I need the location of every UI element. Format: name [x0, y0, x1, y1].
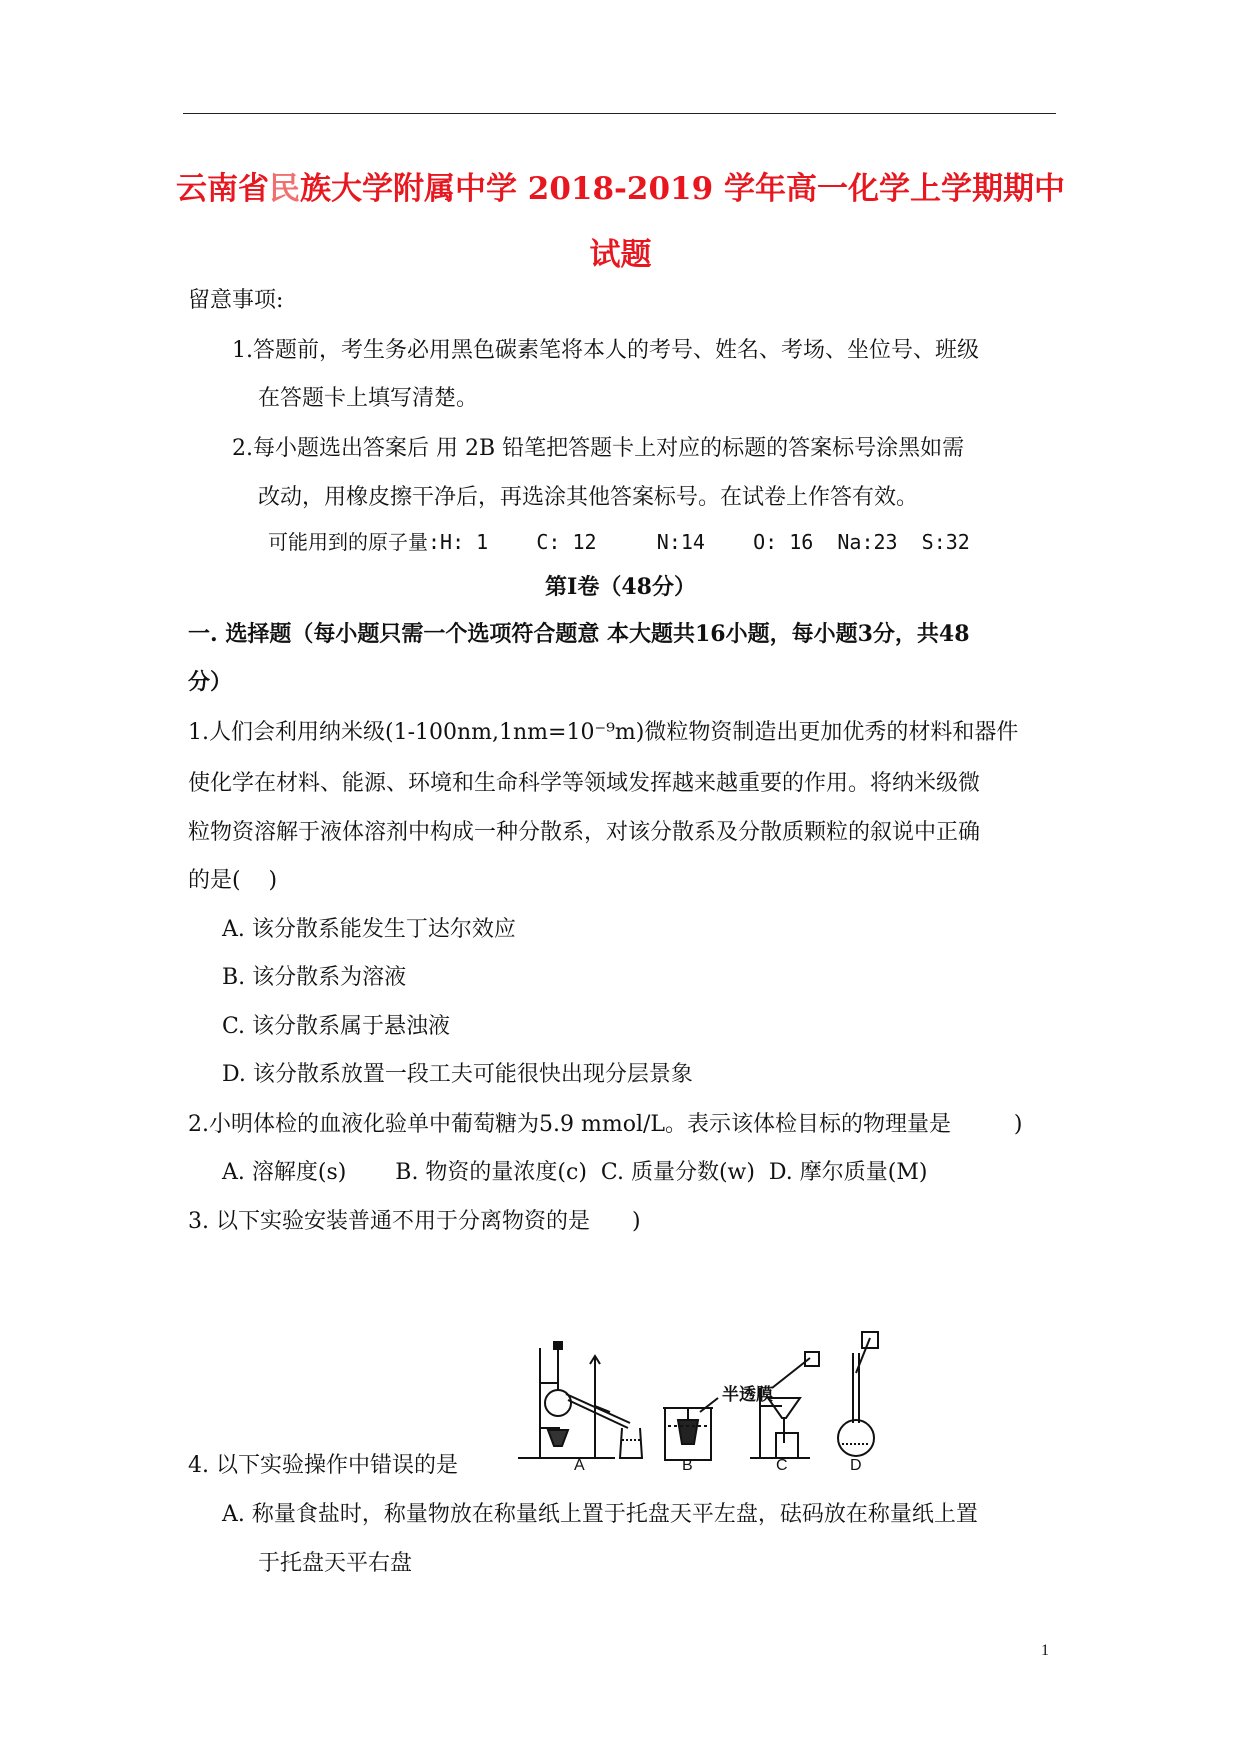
- q2-options: A. 溶解度(s) B. 物资的量浓度(c) C. 质量分数(w) D. 摩尔质量(M): [222, 1160, 928, 1185]
- apparatus-a-distillation: [518, 1342, 642, 1458]
- q1-line-2: 使化学在材料、能源、环境和生命科学等领域发挥越来越重要的作用。将纳米级微: [188, 771, 981, 796]
- atomic-mass-line: 可能用到的原子量:H: 1 C: 12 N:14 O: 16 Na:23 S:32: [268, 530, 970, 554]
- apparatus-c-filtration: [750, 1352, 819, 1458]
- figure-membrane-label: 半透膜: [722, 1385, 773, 1405]
- q4-line-1: 4. 以下实验操作中错误的是: [188, 1453, 458, 1478]
- title-part-3: 族大学附属中学 2018-2019 学年高一化学上学期期中: [299, 171, 1065, 207]
- q1-line-4: 的是( ): [188, 868, 278, 893]
- title-part-2: 民: [268, 171, 300, 207]
- apparatus-d-volumetric-flask: [838, 1332, 878, 1456]
- page-number: 1: [1041, 1642, 1049, 1659]
- apparatus-b-dialysis: [663, 1398, 718, 1460]
- notes-heading: 留意事项:: [188, 288, 284, 313]
- q1-line-3: 粒物资溶解于液体溶剂中构成一种分散系，对该分散系及分散质颗粒的叙说中正确: [188, 820, 981, 845]
- q3-line-1: 3. 以下实验安装普通不用于分离物资的是 ): [188, 1209, 641, 1234]
- note-1-line-1: 1.答题前，考生务必用黑色碳素笔将本人的考号、姓名、考场、坐位号、班级: [232, 338, 979, 363]
- q1-line-1: 1.人们会利用纳米级(1-100nm,1nm=10⁻⁹m)微粒物资制造出更加优秀的材料和器件: [188, 720, 1019, 745]
- volume-heading: 第Ⅰ卷（48分）: [545, 574, 696, 600]
- figure-label-c: C: [776, 1457, 788, 1473]
- q4-option-a-line-1: A. 称量食盐时，称量物放在称量纸上置于托盘天平左盘，砝码放在称量纸上置: [222, 1502, 978, 1527]
- q1-option-c: C. 该分散系属于悬浊液: [222, 1014, 451, 1039]
- figure-label-d: D: [850, 1457, 862, 1473]
- q1-option-b: B. 该分散系为溶液: [222, 965, 407, 990]
- q1-option-d: D. 该分散系放置一段工夫可能很快出现分层景象: [222, 1062, 693, 1087]
- header-rule: [183, 113, 1056, 114]
- part-heading-line-1: 一. 选择题（每小题只需一个选项符合题意 本大题共16小题，每小题3分，共48: [188, 621, 970, 647]
- apparatus-figure: [510, 1328, 910, 1473]
- q2-line-1: 2.小明体检的血液化验单中葡萄糖为5.9 mmol/L。表示该体检目标的物理量是 ): [188, 1112, 1023, 1137]
- part-heading-line-2: 分）: [188, 669, 233, 695]
- note-2-line-1: 2.每小题选出答案后 用 2B 铅笔把答题卡上对应的标题的答案标号涂黑如需: [232, 436, 965, 461]
- note-1-line-2: 在答题卡上填写清楚。: [258, 386, 479, 411]
- document-title-line-2: 试题: [589, 237, 652, 273]
- q1-option-a: A. 该分散系能发生丁达尔效应: [222, 917, 516, 942]
- figure-label-a: A: [574, 1457, 585, 1473]
- title-part-1: 云南省: [175, 171, 269, 207]
- document-title-line-1: [0, 163, 1241, 208]
- note-2-line-2: 改动，用橡皮擦干净后，再选涂其他答案标号。在试卷上作答有效。: [258, 485, 919, 510]
- figure-label-b: B: [682, 1457, 693, 1473]
- q4-option-a-line-2: 于托盘天平右盘: [258, 1551, 413, 1576]
